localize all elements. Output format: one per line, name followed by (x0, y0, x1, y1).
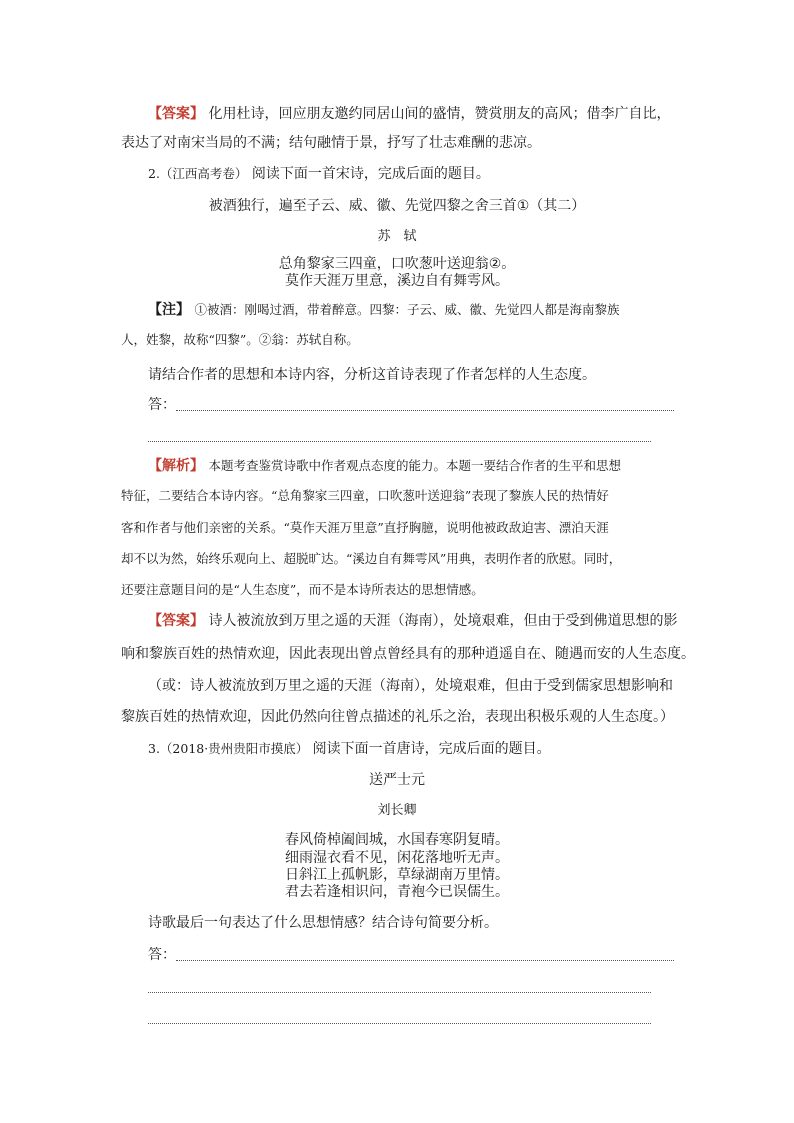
q1-answer-text-1: 化用杜诗，回应朋友邀约同居山间的盛情，赞赏朋友的高风；借李广自比， (208, 106, 671, 122)
q2-analysis-text: 客和作者与他们亲密的关系。“莫作天涯万里意”直抒胸臆，说明他被政敌迫害、漂泊天涯 (121, 520, 609, 535)
note-tag: 【注】 (148, 302, 190, 318)
q3-header (148, 741, 551, 757)
q2-answer-blank-1[interactable] (176, 410, 674, 411)
q3-answer-blank-1[interactable] (176, 960, 674, 961)
q2-analysis-text: 特征，二要结合本诗内容。“总角黎家三四童，口吹葱叶送迎翁”表现了黎族人民的热情好 (121, 488, 609, 503)
q3-poem-line: 春风倚棹阖闾城，水国春寒阴复晴。 (285, 832, 509, 848)
analysis-tag: 【解析】 (148, 458, 204, 474)
q3-poem-line: 日斜江上孤帆影，草绿湖南万里情。 (285, 867, 509, 883)
q3-poem-line: 细雨湿衣看不见，闲花落地听无声。 (285, 850, 509, 866)
q3-poem-title: 送严士元 (369, 772, 425, 788)
q2-answer-text: 诗人被流放到万里之遥的天涯（海南），处境艰难，但由于受到佛道思想的影 (208, 613, 678, 629)
q2-header (148, 166, 490, 182)
q2-note-line-2: 人，姓黎，故称“四黎”。②翁：苏轼自称。 (121, 332, 359, 347)
q1-answer-line-2 (121, 135, 541, 151)
q2-note-text-1: ①被酒：刚喝过酒，带着醉意。四黎：子云、威、徽、先觉四人都是海南黎族 (194, 302, 620, 317)
q2-analysis-text: 本题考查鉴赏诗歌中作者观点态度的能力。本题一要结合作者的生平和思想 (208, 458, 621, 473)
q3-number-source: 3.（2018·贵州贵阳市摸底） (148, 741, 309, 756)
answer-tag: 【答案】 (148, 106, 204, 122)
q2-question: 请结合作者的思想和本诗内容，分析这首诗表现了作者怎样的人生态度。 (148, 367, 596, 383)
q2-answer-blank-2[interactable] (148, 441, 651, 442)
q2-poem-title: 被酒独行，遍至子云、威、徽、先觉四黎之舍三首①（其二） (208, 198, 586, 214)
q2-note-line-1 (148, 302, 619, 318)
q2-answer-line-1 (148, 613, 677, 629)
q2-answer-text: （或：诗人被流放到万里之遥的天涯（海南），处境艰难，但由于受到儒家思想影响和 (148, 678, 673, 694)
q2-poem-author: 苏 轼 (377, 229, 417, 244)
q3-answer-blank-2[interactable] (148, 992, 651, 993)
q2-analysis-text: 却不以为然，始终乐观向上、超脱旷达。“溪边自有舞雩风”用典，表明作者的欣慰。同时， (121, 551, 622, 566)
q2-analysis-text: 还要注意题目问的是“人生态度”，而不是本诗所表达的思想情感。 (121, 582, 484, 597)
q3-answer-label: 答： (148, 947, 176, 963)
q2-answer-text: 黎族百姓的热情欢迎，因此仍然向往曾点描述的礼乐之治，表现出积极乐观的人生态度。） (121, 709, 674, 725)
q3-answer-blank-3[interactable] (148, 1023, 651, 1024)
q2-number-source: 2.（江西高考卷） (148, 166, 248, 181)
q2-poem-line: 总角黎家三四童，口吹葱叶送迎翁②。 (278, 256, 516, 272)
q2-prompt: 阅读下面一首宋诗，完成后面的题目。 (251, 166, 490, 182)
q1-answer-line-1 (148, 106, 670, 122)
q2-answer-label: 答： (148, 397, 176, 413)
q2-answer-text: 响和黎族百姓的热情欢迎，因此表现出曾点曾经具有的那种逍遥自在、随遇而安的人生态度。 (121, 646, 695, 662)
q3-question: 诗歌最后一句表达了什么思想情感？结合诗句简要分析。 (148, 915, 498, 931)
q3-poem-author: 刘长卿 (377, 803, 417, 818)
q3-prompt: 阅读下面一首唐诗，完成后面的题目。 (312, 741, 551, 757)
q2-analysis-line-1 (148, 458, 621, 474)
q3-poem-line: 君去若逢相识问，青袍今已误儒生。 (285, 884, 509, 900)
q1-answer-text-2: 表达了对南宋当局的不满；结句融情于景，抒写了壮志难酬的悲凉。 (121, 135, 541, 151)
q2-poem-line: 莫作天涯万里意，溪边自有舞雩风。 (285, 273, 509, 289)
answer-tag: 【答案】 (148, 613, 204, 629)
